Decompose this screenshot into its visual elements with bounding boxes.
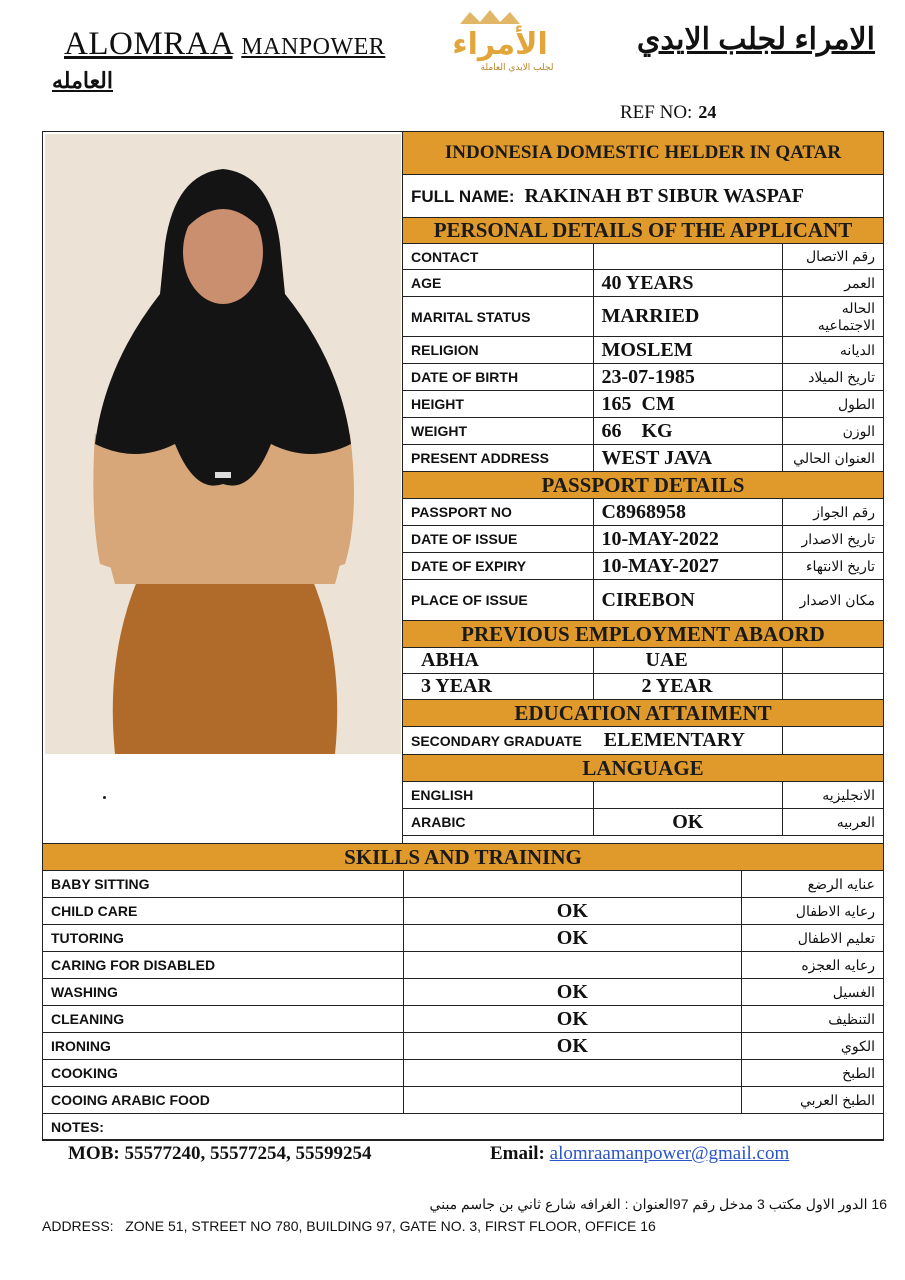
skill-label-ar: رعايه الاطفال <box>742 898 884 925</box>
employment-empty <box>783 648 884 674</box>
field-value: CIREBON <box>593 580 783 621</box>
skill-row <box>43 898 884 925</box>
skill-label-ar: الطبخ <box>742 1060 884 1087</box>
full-name-value: RAKINAH BT SIBUR WASPAF <box>524 184 804 207</box>
personal-row <box>403 418 884 445</box>
skill-value: OK <box>403 898 742 925</box>
applicant-photo <box>45 134 401 754</box>
logo-graphic <box>425 6 575 74</box>
field-label-ar: العمر <box>783 270 884 297</box>
mobile-value: 55577240, 55577254, 55599254 <box>124 1143 372 1164</box>
passport-heading: PASSPORT DETAILS <box>403 472 884 499</box>
field-label-ar: الديانه <box>783 337 884 364</box>
field-label: ARABIC <box>403 809 594 836</box>
field-value: WEST JAVA <box>593 445 783 472</box>
skills-heading: SKILLS AND TRAINING <box>43 844 884 871</box>
skill-label-ar: الطبخ العربي <box>742 1087 884 1114</box>
field-value <box>593 782 783 809</box>
field-value <box>593 244 783 270</box>
skill-label: BABY SITTING <box>43 871 404 898</box>
skill-label-ar: الغسيل <box>742 979 884 1006</box>
skill-row <box>43 1060 884 1087</box>
speck <box>103 796 106 799</box>
employment-heading: PREVIOUS EMPLOYMENT ABAORD <box>403 621 884 648</box>
skill-value <box>403 1060 742 1087</box>
field-label: PASSPORT NO <box>403 499 594 526</box>
field-value: C8968958 <box>593 499 783 526</box>
field-label-ar: الطول <box>783 391 884 418</box>
field-label-ar: تاريخ الاصدار <box>783 526 884 553</box>
address-english: ADDRESS: ZONE 51, STREET NO 780, BUILDING 97, GATE NO. 3, FIRST FLOOR, OFFICE 16 <box>42 1218 656 1234</box>
company-name-ar-line2: العامله <box>52 68 113 93</box>
svg-text:لجلب الايدي العاملة: لجلب الايدي العاملة <box>480 63 554 73</box>
field-value: OK <box>593 809 783 836</box>
details-table <box>402 131 884 836</box>
skill-row <box>43 871 884 898</box>
personal-row <box>403 244 884 270</box>
personal-row <box>403 297 884 337</box>
field-label: PLACE OF ISSUE <box>403 580 594 621</box>
skill-label-ar: عنايه الرضع <box>742 871 884 898</box>
passport-row <box>403 526 884 553</box>
full-name-row <box>403 175 884 218</box>
personal-row <box>403 270 884 297</box>
company-name-ar: الامراء لجلب الايدي <box>636 23 875 56</box>
field-value: MOSLEM <box>593 337 783 364</box>
education-row <box>403 727 884 755</box>
field-label: ENGLISH <box>403 782 594 809</box>
field-label: DATE OF ISSUE <box>403 526 594 553</box>
skill-label: CHILD CARE <box>43 898 404 925</box>
field-label-ar: رقم الجواز <box>783 499 884 526</box>
field-value: 23-07-1985 <box>593 364 783 391</box>
education-cell <box>403 727 783 755</box>
field-label-ar: تاريخ الميلاد <box>783 364 884 391</box>
field-label: CONTACT <box>403 244 594 270</box>
personal-row <box>403 391 884 418</box>
employment-country-2: UAE <box>593 648 783 674</box>
personal-heading: PERSONAL DETAILS OF THE APPLICANT <box>403 218 884 244</box>
skill-label: WASHING <box>43 979 404 1006</box>
field-value: 66 KG <box>593 418 783 445</box>
field-label: HEIGHT <box>403 391 594 418</box>
skill-label-ar: التنظيف <box>742 1006 884 1033</box>
skill-label-ar: الكوي <box>742 1033 884 1060</box>
employment-row <box>403 674 884 700</box>
skill-label: CARING FOR DISABLED <box>43 952 404 979</box>
skill-value <box>403 952 742 979</box>
skill-label-ar: رعايه العجزه <box>742 952 884 979</box>
skill-label: COOING ARABIC FOOD <box>43 1087 404 1114</box>
company-name-small: MANPOWER <box>241 34 386 60</box>
skill-value: OK <box>403 1006 742 1033</box>
field-label-ar: الحاله الاجتماعيه <box>783 297 884 337</box>
field-value: MARRIED <box>593 297 783 337</box>
field-label-ar: تاريخ الانتهاء <box>783 553 884 580</box>
field-label: WEIGHT <box>403 418 594 445</box>
employment-row <box>403 648 884 674</box>
employment-duration-1: 3 YEAR <box>403 674 594 700</box>
education-empty <box>783 727 884 755</box>
employment-empty <box>783 674 884 700</box>
skill-label: TUTORING <box>43 925 404 952</box>
skill-row <box>43 952 884 979</box>
field-label: RELIGION <box>403 337 594 364</box>
photo-blank-area <box>45 754 401 842</box>
mobile-label: MOB: <box>68 1143 120 1164</box>
address-arabic: 16 الدور الاول مكتب 3 مدخل رقم 97العنوان : الغرافه شارع ثاني بن جاسم مبني <box>429 1196 887 1212</box>
language-heading: LANGUAGE <box>403 755 884 782</box>
field-label-ar: رقم الاتصال <box>783 244 884 270</box>
field-label-ar: العنوان الحالي <box>783 445 884 472</box>
skill-value <box>403 1087 742 1114</box>
skill-value: OK <box>403 1033 742 1060</box>
skill-label: CLEANING <box>43 1006 404 1033</box>
education-label: SECONDARY GRADUATE <box>411 733 582 749</box>
skill-row <box>43 1087 884 1114</box>
notes-label: NOTES: <box>43 1114 884 1141</box>
email-line <box>490 1143 789 1165</box>
ref-label: REF NO: <box>620 102 693 123</box>
ref-number <box>620 102 716 124</box>
education-value: ELEMENTARY <box>603 729 745 751</box>
company-name-en <box>64 26 385 63</box>
ref-value: 24 <box>698 102 717 122</box>
field-label: DATE OF EXPIRY <box>403 553 594 580</box>
employment-country-1: ABHA <box>403 648 594 674</box>
personal-row <box>403 445 884 472</box>
skill-row <box>43 1033 884 1060</box>
skills-table <box>42 843 884 1141</box>
language-row <box>403 809 884 836</box>
skill-row <box>43 979 884 1006</box>
full-name-label: FULL NAME: <box>411 186 515 206</box>
passport-row <box>403 553 884 580</box>
field-label-ar: العربيه <box>783 809 884 836</box>
field-value: 40 YEARS <box>593 270 783 297</box>
field-label: DATE OF BIRTH <box>403 364 594 391</box>
banner-title: INDONESIA DOMESTIC HELDER IN QATAR <box>403 132 884 175</box>
skill-value: OK <box>403 979 742 1006</box>
svg-text:الأمراء: الأمراء <box>452 27 548 62</box>
field-label: MARITAL STATUS <box>403 297 594 337</box>
field-label: AGE <box>403 270 594 297</box>
field-value: 10-MAY-2027 <box>593 553 783 580</box>
employment-duration-2: 2 YEAR <box>593 674 783 700</box>
company-name-big: ALOMRAA <box>64 26 233 62</box>
field-label: PRESENT ADDRESS <box>403 445 594 472</box>
company-logo <box>425 6 575 74</box>
personal-row <box>403 337 884 364</box>
field-value: 10-MAY-2022 <box>593 526 783 553</box>
mobile-numbers <box>68 1143 371 1165</box>
passport-row <box>403 580 884 621</box>
field-label-ar: الوزن <box>783 418 884 445</box>
field-label-ar: الانجليزيه <box>783 782 884 809</box>
field-value: 165 CM <box>593 391 783 418</box>
email-label: Email: <box>490 1143 545 1164</box>
skill-value: OK <box>403 925 742 952</box>
skill-label: IRONING <box>43 1033 404 1060</box>
language-row <box>403 782 884 809</box>
skill-label-ar: تعليم الاطفال <box>742 925 884 952</box>
education-heading: EDUCATION ATTAIMENT <box>403 700 884 727</box>
skill-value <box>403 871 742 898</box>
passport-row <box>403 499 884 526</box>
personal-row <box>403 364 884 391</box>
skill-label: COOKING <box>43 1060 404 1087</box>
skill-row <box>43 925 884 952</box>
applicant-figure <box>45 134 401 754</box>
field-label-ar: مكان الاصدار <box>783 580 884 621</box>
email-link[interactable]: alomraamanpower@gmail.com <box>549 1143 790 1164</box>
skill-row <box>43 1006 884 1033</box>
